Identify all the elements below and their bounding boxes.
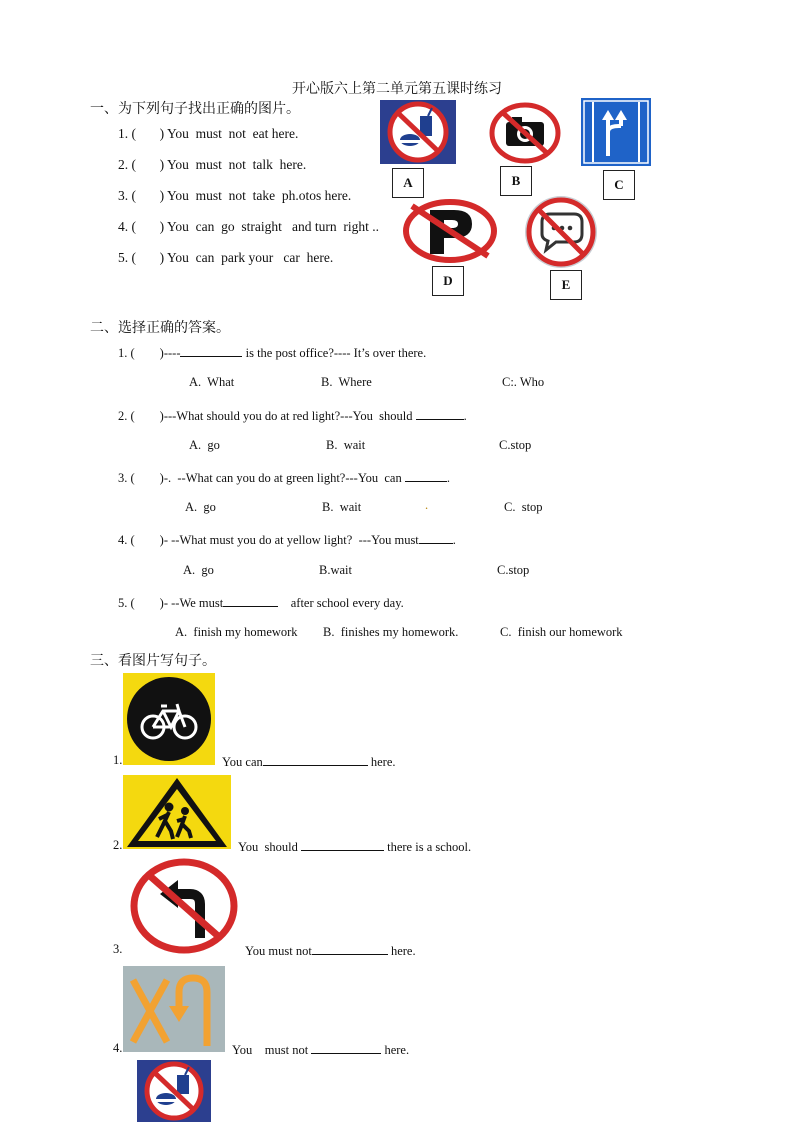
- section3-item-4: You must not here.: [232, 1043, 410, 1057]
- option-label-b: B: [500, 166, 532, 196]
- option-c: C.stop: [497, 563, 530, 577]
- section1-item-1: 1. ( ) You must not eat here.: [118, 126, 299, 141]
- section1-item-5: 5. ( ) You can park your car here.: [118, 250, 334, 265]
- option-b: B. wait: [326, 438, 366, 452]
- option-label-c: C: [603, 170, 635, 200]
- answer-paren[interactable]: ( ): [131, 250, 165, 265]
- answer-paren[interactable]: ( ): [130, 346, 164, 360]
- answer-blank[interactable]: [312, 942, 388, 955]
- answer-paren[interactable]: ( ): [130, 409, 164, 423]
- option-b: B. finishes my homework.: [323, 625, 459, 639]
- option-a: A. go: [189, 438, 220, 452]
- section1-item-4: 4. ( ) You can go straight and turn right ..: [118, 219, 379, 234]
- no-photos-sign-icon: [488, 102, 562, 164]
- section2-heading: 二、选择正确的答案。: [90, 320, 230, 336]
- stray-dot: .: [425, 498, 429, 512]
- section1-item-2: 2. ( ) You must not talk here.: [118, 157, 307, 172]
- answer-paren[interactable]: ( ): [130, 533, 164, 547]
- section2-question-4: 4. ( )- --What must you do at yellow light? ---You must .: [118, 533, 456, 547]
- option-c: C.stop: [499, 438, 532, 452]
- answer-paren[interactable]: ( ): [131, 157, 165, 172]
- option-b: B. Where: [321, 375, 372, 389]
- option-c: C. finish our homework: [500, 625, 623, 639]
- no-talking-sign-icon: [520, 194, 602, 270]
- option-a: A. go: [183, 563, 214, 577]
- answer-blank[interactable]: [301, 838, 384, 851]
- answer-blank[interactable]: [263, 753, 368, 766]
- section3-item-2: You should there is a school.: [238, 840, 472, 854]
- answer-blank[interactable]: [311, 1041, 381, 1054]
- school-children-sign-icon: [123, 775, 231, 849]
- answer-blank[interactable]: [405, 469, 447, 482]
- straight-right-lane-sign-icon: [581, 98, 651, 166]
- answer-paren[interactable]: ( ): [130, 596, 164, 610]
- option-b: B.wait: [319, 563, 352, 577]
- no-left-turn-sign-icon: [130, 858, 238, 954]
- answer-paren[interactable]: ( ): [131, 188, 165, 203]
- option-a: A. go: [185, 500, 216, 514]
- bicycle-sign-icon: [123, 673, 215, 765]
- answer-paren[interactable]: ( ): [131, 126, 165, 141]
- section3-item-1: You can here.: [222, 755, 396, 769]
- section1-item-3: 3. ( ) You must not take ph.otos here.: [118, 188, 352, 203]
- answer-paren[interactable]: ( ): [131, 219, 165, 234]
- no-parking-sign-icon: [402, 198, 498, 264]
- section2-question-5: 5. ( )- --We must after school every day.: [118, 596, 404, 610]
- no-u-turn-sign-icon: [123, 966, 225, 1052]
- option-a: A. What: [189, 375, 235, 389]
- option-a: A. finish my homework: [175, 625, 298, 639]
- answer-blank[interactable]: [223, 594, 278, 607]
- option-c: C. stop: [504, 500, 543, 514]
- option-label-d: D: [432, 266, 464, 296]
- answer-blank[interactable]: [419, 531, 453, 544]
- answer-blank[interactable]: [180, 344, 242, 357]
- section2-question-3: 3. ( )-. --What can you do at green light?---You can .: [118, 471, 450, 485]
- answer-blank[interactable]: [416, 407, 464, 420]
- section1-heading: 一、为下列句子找出正确的图片。: [90, 101, 300, 117]
- section3-item-3: You must not here.: [245, 944, 416, 958]
- answer-paren[interactable]: ( ): [130, 471, 164, 485]
- option-c: C:. Who: [502, 375, 545, 389]
- option-label-e: E: [550, 270, 582, 300]
- no-eating-sign-icon: [380, 100, 456, 164]
- option-label-a: A: [392, 168, 424, 198]
- option-b: B. wait: [322, 500, 362, 514]
- section2-question-1: 1. ( )---- is the post office?---- It’s over there.: [118, 346, 427, 360]
- section3-heading: 三、看图片写句子。: [90, 653, 216, 669]
- page-title: 开心版六上第二单元第五课时练习: [292, 81, 502, 97]
- section2-question-2: 2. ( )---What should you do at red light?---You should .: [118, 409, 467, 423]
- no-eating-sign-icon: [137, 1060, 211, 1122]
